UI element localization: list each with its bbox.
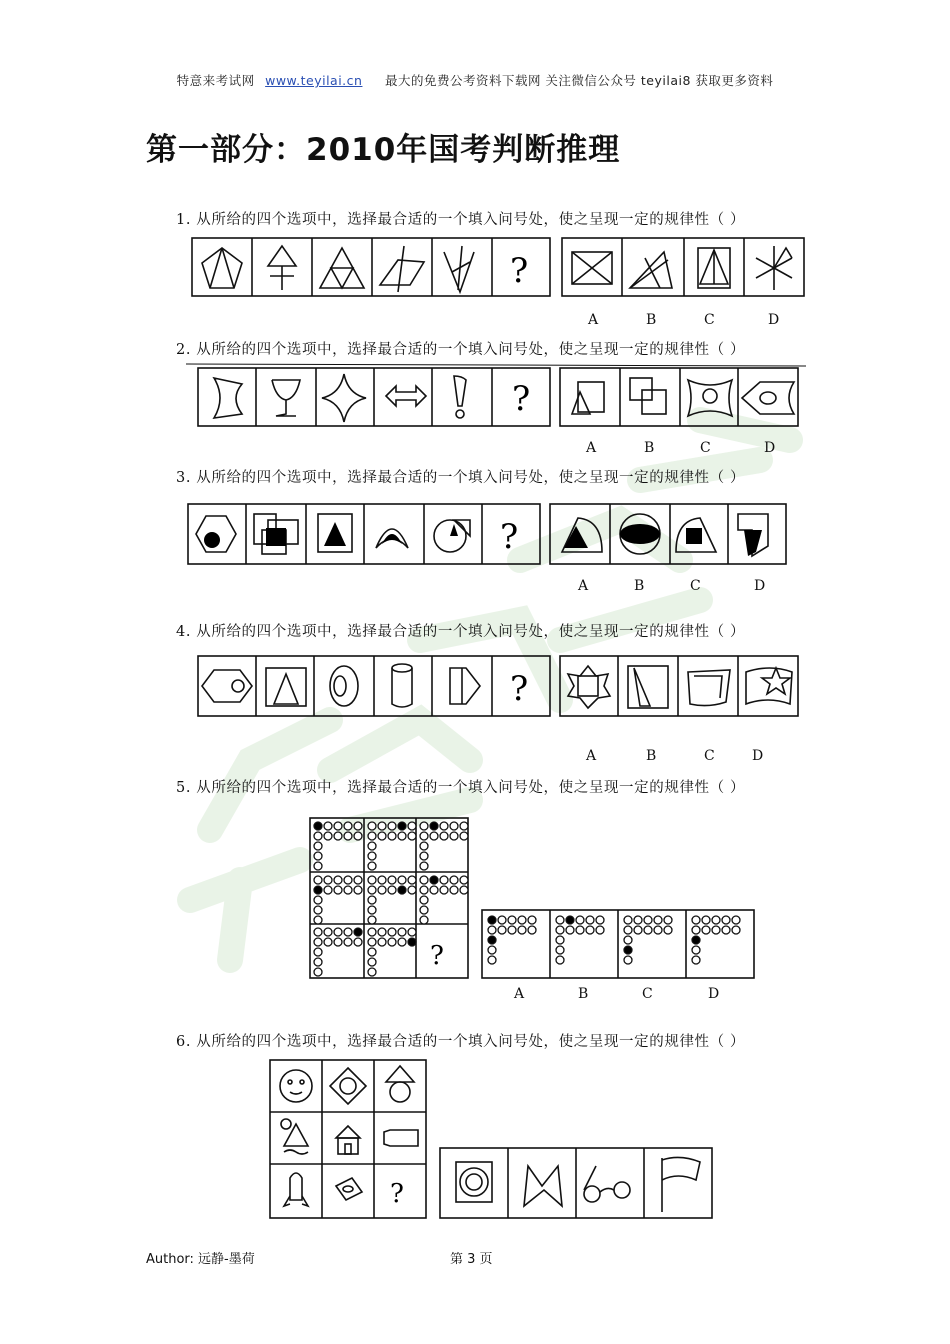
site-link[interactable]: www.teyilai.cn: [265, 73, 363, 88]
q5-option-d[interactable]: D: [708, 986, 720, 1002]
svg-text:?: ?: [390, 1179, 404, 1209]
q4-option-c[interactable]: C: [704, 748, 715, 764]
q2-option-d[interactable]: D: [764, 440, 776, 456]
question-4-text: 4. 从所给的四个选项中，选择最合适的一个填入问号处，使之呈现一定的规律性（ ）: [176, 624, 746, 640]
q2-option-a[interactable]: A: [586, 440, 597, 456]
q1-option-c[interactable]: C: [704, 312, 715, 328]
svg-text:?: ?: [510, 669, 529, 709]
footer-author: Author: 远静-墨荷: [146, 1252, 255, 1267]
question-2-text: 2. 从所给的四个选项中，选择最合适的一个填入问号处，使之呈现一定的规律性（ ）: [176, 342, 746, 358]
header-tagline: 最大的免费公考资料下载网 关注微信公众号 teyilai8 获取更多资料: [384, 73, 774, 88]
site-name: 特意来考试网: [176, 73, 255, 88]
q1-option-d[interactable]: D: [768, 312, 780, 328]
page-title: 第一部分：2010年国考判断推理: [146, 132, 621, 168]
svg-text:?: ?: [512, 379, 531, 419]
q5-option-b[interactable]: B: [578, 986, 589, 1002]
q3-option-c[interactable]: C: [690, 578, 701, 594]
q3-option-d[interactable]: D: [754, 578, 766, 594]
svg-text:?: ?: [430, 941, 444, 971]
q5-option-a[interactable]: A: [514, 986, 525, 1002]
q4-option-d[interactable]: D: [752, 748, 764, 764]
q4-option-a[interactable]: A: [586, 748, 597, 764]
q1-question-mark: ?: [510, 251, 529, 291]
q1-option-a[interactable]: A: [588, 312, 599, 328]
question-6-text: 6. 从所给的四个选项中，选择最合适的一个填入问号处，使之呈现一定的规律性（ ）: [176, 1034, 746, 1050]
svg-text:?: ?: [500, 517, 519, 557]
q4-option-b[interactable]: B: [646, 748, 657, 764]
q2-option-c[interactable]: C: [700, 440, 711, 456]
question-5-text: 5. 从所给的四个选项中，选择最合适的一个填入问号处，使之呈现一定的规律性（ ）: [176, 780, 746, 796]
question-3-text: 3. 从所给的四个选项中，选择最合适的一个填入问号处，使之呈现一定的规律性（ ）: [176, 470, 746, 486]
q2-option-b[interactable]: B: [644, 440, 655, 456]
q3-option-a[interactable]: A: [578, 578, 589, 594]
q1-option-b[interactable]: B: [646, 312, 657, 328]
q3-option-b[interactable]: B: [634, 578, 645, 594]
q5-option-c[interactable]: C: [642, 986, 653, 1002]
question-1-text: 1. 从所给的四个选项中，选择最合适的一个填入问号处，使之呈现一定的规律性（ ）: [176, 212, 746, 228]
footer-page-number: 第 3 页: [450, 1252, 493, 1267]
